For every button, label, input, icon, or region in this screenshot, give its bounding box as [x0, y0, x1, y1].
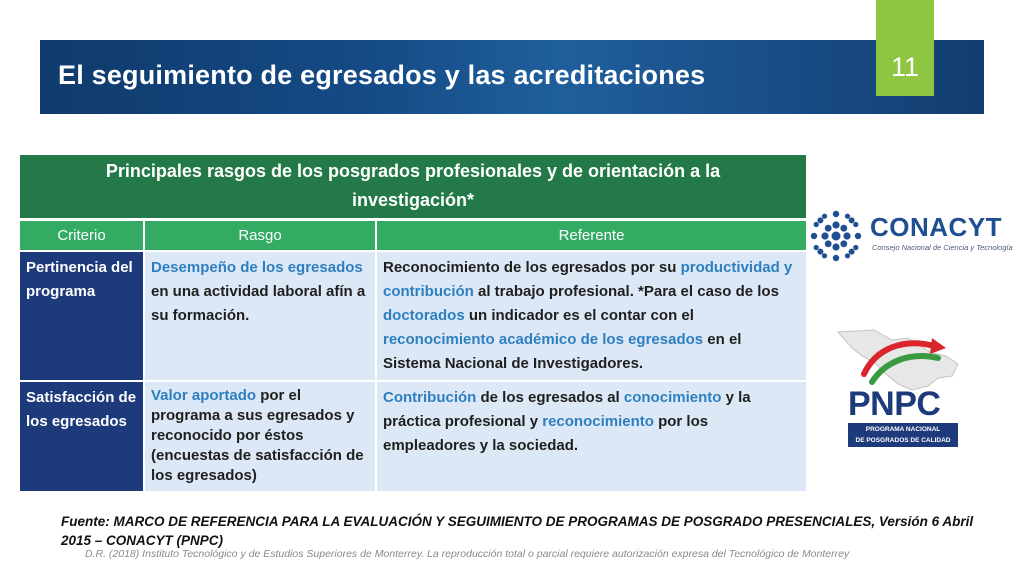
slide-title: El seguimiento de egresados y las acreditaciones: [58, 60, 706, 90]
rasgo-cell: [144, 381, 376, 491]
page-number-tab: [876, 0, 934, 96]
table-header-row: [20, 220, 806, 251]
conacyt-name: CONACYT: [870, 212, 1003, 242]
cell-text: Reconocimiento de los egresados por su: [383, 258, 681, 276]
cell-text: por los empleadores y la sociedad.: [383, 412, 709, 454]
title-bar: [40, 40, 984, 114]
cell-text: en una actividad laboral afín a su formación.: [151, 282, 366, 324]
table-row: [20, 251, 806, 381]
rasgo-cell: [144, 251, 376, 381]
table-row: [20, 381, 806, 491]
highlighted-text: Desempeño de los egresados: [151, 258, 363, 276]
pnpc-logo: [834, 326, 966, 450]
pnpc-caption-line2: DE POSGRADOS DE CALIDAD: [855, 437, 951, 444]
cell-text: un indicador es el contar con el: [464, 306, 694, 324]
cell-text: por el programa a sus egresados y reconocido por éstos (encuestas de satisfacción de los egresados): [151, 386, 364, 484]
cell-text: en el Sistema Nacional de Investigadores.: [383, 330, 742, 372]
cell-text: de los egresados al: [476, 388, 624, 406]
copyright-notice: D.R. (2018) Instituto Tecnológico y de Estudios Superiores de Monterrey. La reproducción total o parcial requiere autorización expresa del Tecnológico de Monterrey: [85, 548, 850, 560]
highlighted-text: productividad y contribución: [383, 258, 793, 300]
highlighted-text: doctorados: [383, 306, 465, 324]
table-caption: Principales rasgos de los posgrados profesionales y de orientación a la investigación*: [20, 155, 806, 220]
pnpc-caption: [848, 423, 958, 447]
conacyt-emblem-icon: [806, 206, 866, 266]
column-header-rasgo: Rasgo: [144, 220, 376, 251]
column-header-referente: Referente: [376, 220, 806, 251]
cell-text: y la práctica profesional y: [383, 388, 751, 430]
highlighted-text: Contribución: [383, 388, 477, 406]
page-number: 11: [890, 52, 920, 82]
conacyt-logo: [806, 204, 1016, 268]
rasgos-table: [20, 155, 806, 491]
highlighted-text: reconocimiento: [542, 412, 654, 430]
source-citation: Fuente: MARCO DE REFERENCIA PARA LA EVALUACIÓN Y SEGUIMIENTO DE PROGRAMAS DE POSGRADO PRESENCIALES, Versión 6 Abril 2015 – CONACYT (PNPC): [61, 514, 974, 548]
criterio-cell: Pertinencia del programa: [20, 251, 144, 381]
table-caption-row: [20, 155, 806, 220]
pnpc-name: PNPC: [848, 385, 941, 423]
highlighted-text: Valor aportado: [151, 386, 257, 404]
criterio-cell: Satisfacción de los egresados: [20, 381, 144, 491]
referente-cell: [376, 381, 806, 491]
pnpc-caption-line1: PROGRAMA NACIONAL: [865, 426, 941, 433]
referente-cell: [376, 251, 806, 381]
conacyt-subtitle: Consejo Nacional de Ciencia y Tecnología: [872, 243, 1013, 252]
cell-text: al trabajo profesional. *Para el caso de los: [473, 282, 779, 300]
highlighted-text: conocimiento: [623, 388, 722, 406]
highlighted-text: reconocimiento académico de los egresados: [383, 330, 704, 348]
column-header-criterio: Criterio: [20, 220, 144, 251]
